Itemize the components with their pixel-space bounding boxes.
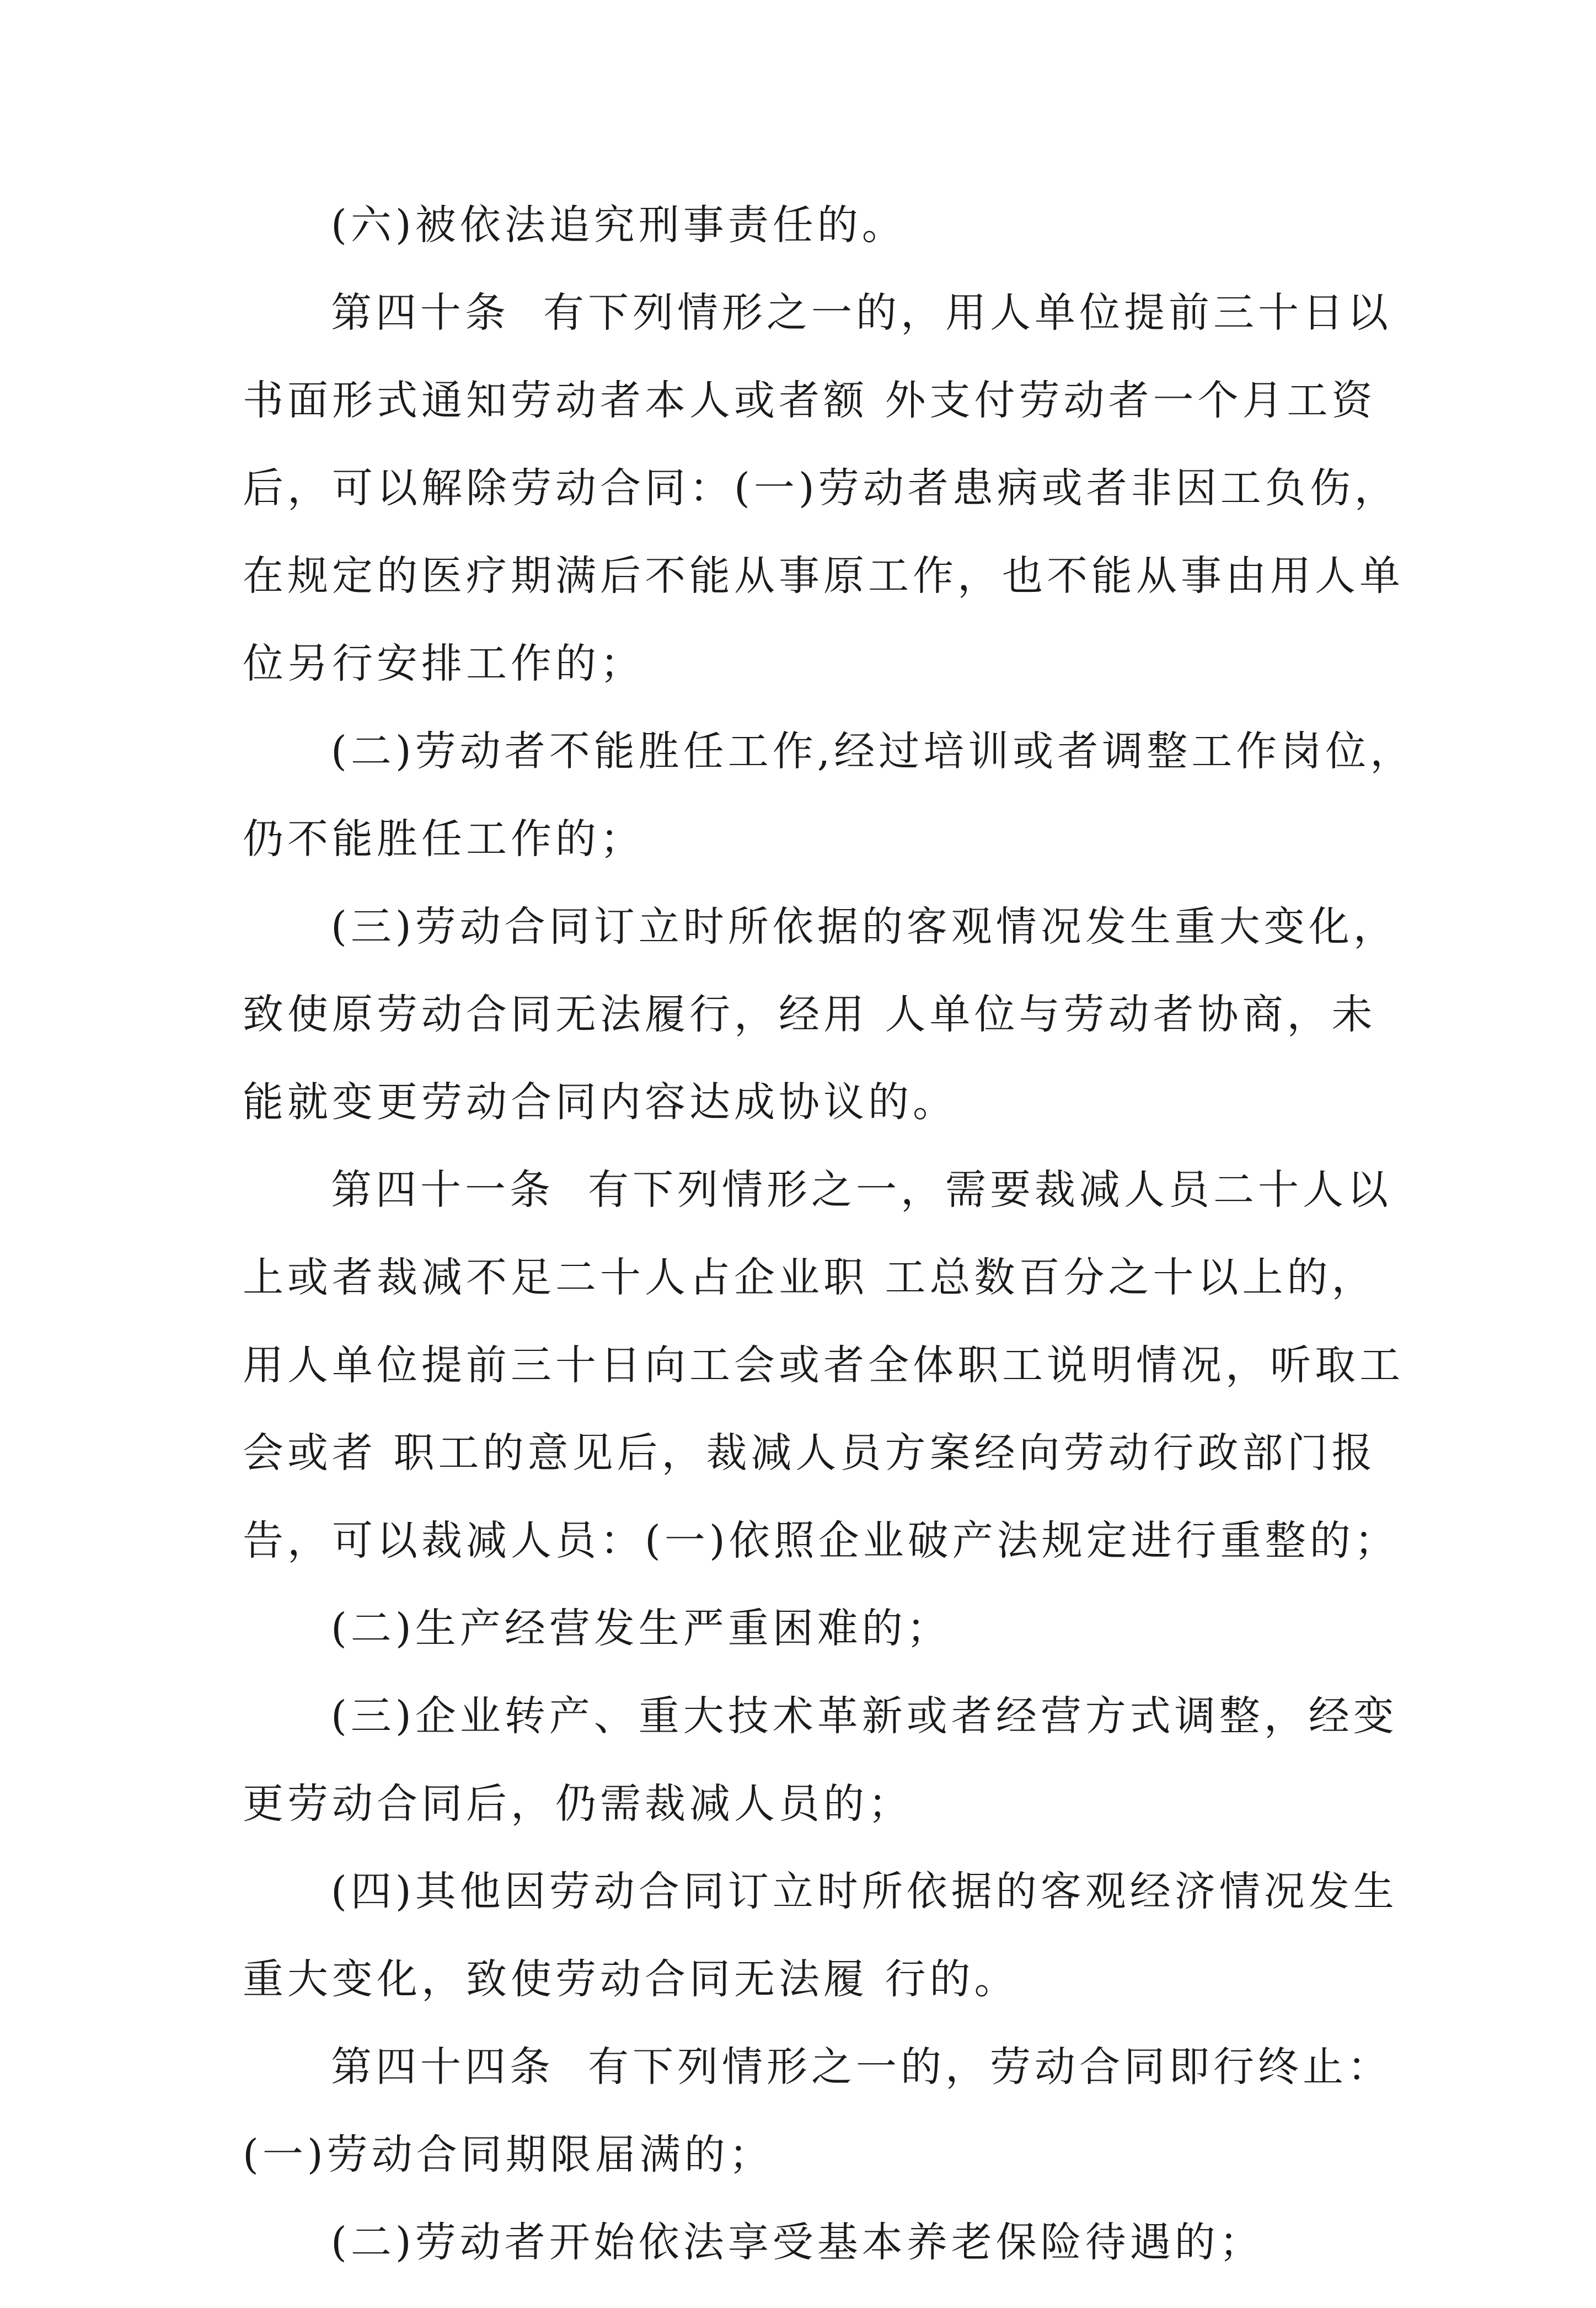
text-line: (三)企业转产、重大技术革新或者经营方式调整，经变 xyxy=(331,1692,1398,1740)
text-line: 重大变化，致使劳动合同无法履 行的。 xyxy=(243,1956,1019,2003)
text-line: 能就变更劳动合同内容达成协议的。 xyxy=(243,1078,957,1126)
text-line: (二)劳动者不能胜任工作,经过培训或者调整工作岗位， xyxy=(331,728,1415,775)
text-line: 后，可以解除劳动合同：(一)劳动者患病或者非因工负伤， xyxy=(243,464,1399,512)
text-line: 致使原劳动合同无法履行，经用 人单位与劳动者协商，未 xyxy=(243,991,1377,1038)
text-line: (三)劳动合同订立时所依据的客观情况发生重大变化， xyxy=(331,903,1398,950)
text-line: 第四十四条 有下列情形之一的，劳动合同即行终止： xyxy=(331,2043,1393,2091)
text-line: 告，可以裁减人员：(一)依照企业破产法规定进行重整的； xyxy=(243,1517,1399,1564)
text-line: 仍不能胜任工作的； xyxy=(243,815,645,863)
document-body xyxy=(243,201,1415,2308)
text-line: (二)生产经营发生严重困难的； xyxy=(331,1605,951,1652)
text-line: 更劳动合同后，仍需裁减人员的； xyxy=(243,1780,913,1828)
text-line: 位另行安排工作的； xyxy=(243,640,645,687)
text-line: 上或者裁减不足二十人占企业职 工总数百分之十以上的， xyxy=(243,1254,1377,1301)
text-line: 会或者 职工的意见后，裁减人员方案经向劳动行政部门报 xyxy=(243,1429,1377,1477)
text-line: 在规定的医疗期满后不能从事原工作，也不能从事由用人单 xyxy=(243,552,1404,600)
text-line: (一)劳动合同期限届满的； xyxy=(243,2131,774,2178)
text-line: 用人单位提前三十日向工会或者全体职工说明情况，听取工 xyxy=(243,1342,1404,1389)
text-line: 第四十一条 有下列情形之一，需要裁减人员二十人以 xyxy=(331,1166,1393,1214)
text-line: 第四十条 有下列情形之一的，用人单位提前三十日以 xyxy=(331,289,1393,336)
text-line: (二)劳动者开始依法享受基本养老保险待遇的； xyxy=(331,2219,1264,2266)
text-line: 书面形式通知劳动者本人或者额 外支付劳动者一个月工资 xyxy=(243,377,1377,424)
text-line: (六)被依法追究刑事责任的。 xyxy=(331,201,907,249)
text-line: (四)其他因劳动合同订立时所依据的客观经济情况发生 xyxy=(331,1868,1398,1915)
